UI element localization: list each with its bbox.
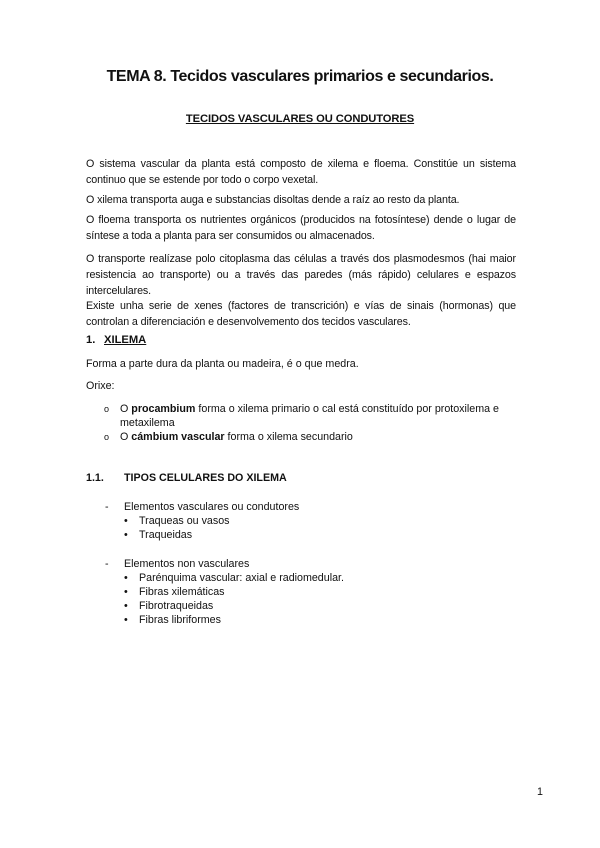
document-title: TEMA 8. Tecidos vasculares primarios e secundarios. xyxy=(106,68,494,85)
list-item xyxy=(86,402,550,430)
subsection-label: TIPOS CELULARES DO XILEMA xyxy=(124,472,287,484)
item-text: Fibrotraqueidas xyxy=(139,600,214,612)
bullet-list xyxy=(105,514,299,542)
bullet-icon: • xyxy=(124,529,128,541)
subsection-heading xyxy=(86,472,287,484)
dash-marker: - xyxy=(105,558,109,570)
section-heading-xilema xyxy=(86,334,146,346)
item-text: Fibras libriformes xyxy=(139,614,221,626)
list-item xyxy=(86,430,550,444)
group-heading xyxy=(105,557,344,571)
list-item xyxy=(124,528,299,542)
item-text: Parénquima vascular: axial e radiomedular. xyxy=(139,572,344,584)
list-item xyxy=(124,613,344,627)
item-text: Traqueas ou vasos xyxy=(139,515,230,527)
group-label: Elementos non vasculares xyxy=(124,558,250,570)
list-item xyxy=(124,514,299,528)
bullet-icon: • xyxy=(124,600,128,612)
bullet-list xyxy=(105,571,344,627)
item-text: forma o xilema secundario xyxy=(224,431,353,443)
item-text: Fibras xilemáticas xyxy=(139,586,225,598)
list-item xyxy=(124,585,344,599)
cell-type-group xyxy=(105,557,344,627)
bullet-icon: • xyxy=(124,572,128,584)
bullet-icon: • xyxy=(124,586,128,598)
bullet-icon: • xyxy=(124,614,128,626)
paragraph: O floema transporta os nutrientes orgánicos (producidos na fotosíntese) dende o lugar de síntese a toda a planta para ser consumidos ou almacenados. xyxy=(86,214,516,242)
item-prefix: O xyxy=(120,403,132,415)
cell-type-group xyxy=(105,500,299,542)
section-label: XILEMA xyxy=(104,334,147,346)
group-heading xyxy=(105,500,299,514)
paragraph: Existe unha serie de xenes (factores de transcrición) e vías de sinais (hormonas) que controlan a diferenciación e desenvolvemento dos tecidos vasculares. xyxy=(86,300,516,328)
list-marker: o xyxy=(104,404,110,414)
item-term: procambium xyxy=(131,403,196,415)
page-number: 1 xyxy=(537,786,543,798)
dash-marker: - xyxy=(105,501,109,513)
list-marker: o xyxy=(104,432,110,442)
section-number: 1. xyxy=(86,334,96,346)
list-item xyxy=(124,599,344,613)
section-description: Forma a parte dura da planta ou madeira, é o que medra. xyxy=(86,358,359,370)
origin-label: Orixe: xyxy=(86,380,115,392)
list-item xyxy=(124,571,344,585)
item-text: Traqueidas xyxy=(139,529,193,541)
group-label: Elementos vasculares ou condutores xyxy=(124,501,300,513)
bullet-icon: • xyxy=(124,515,128,527)
document-subtitle: TECIDOS VASCULARES OU CONDUTORES xyxy=(185,113,415,125)
subsection-number: 1.1. xyxy=(86,472,104,484)
paragraph: O sistema vascular da planta está composto de xilema e floema. Constitúe un sistema continuo que se estende por todo o corpo vexetal. xyxy=(86,158,516,186)
paragraph: O transporte realízase polo citoplasma das células a través dos plasmodesmos (hai maior resistencia ao transporte) ou a través das paredes (más rápido) celulares e espazos intercelulares. xyxy=(86,253,516,297)
paragraph: O xilema transporta auga e substancias disoltas dende a raíz ao resto da planta. xyxy=(86,194,460,206)
item-term: cámbium vascular xyxy=(131,431,225,443)
item-text: forma o xilema primario o cal está constituído por protoxilema e metaxilema xyxy=(120,403,499,429)
item-prefix: O xyxy=(120,431,132,443)
